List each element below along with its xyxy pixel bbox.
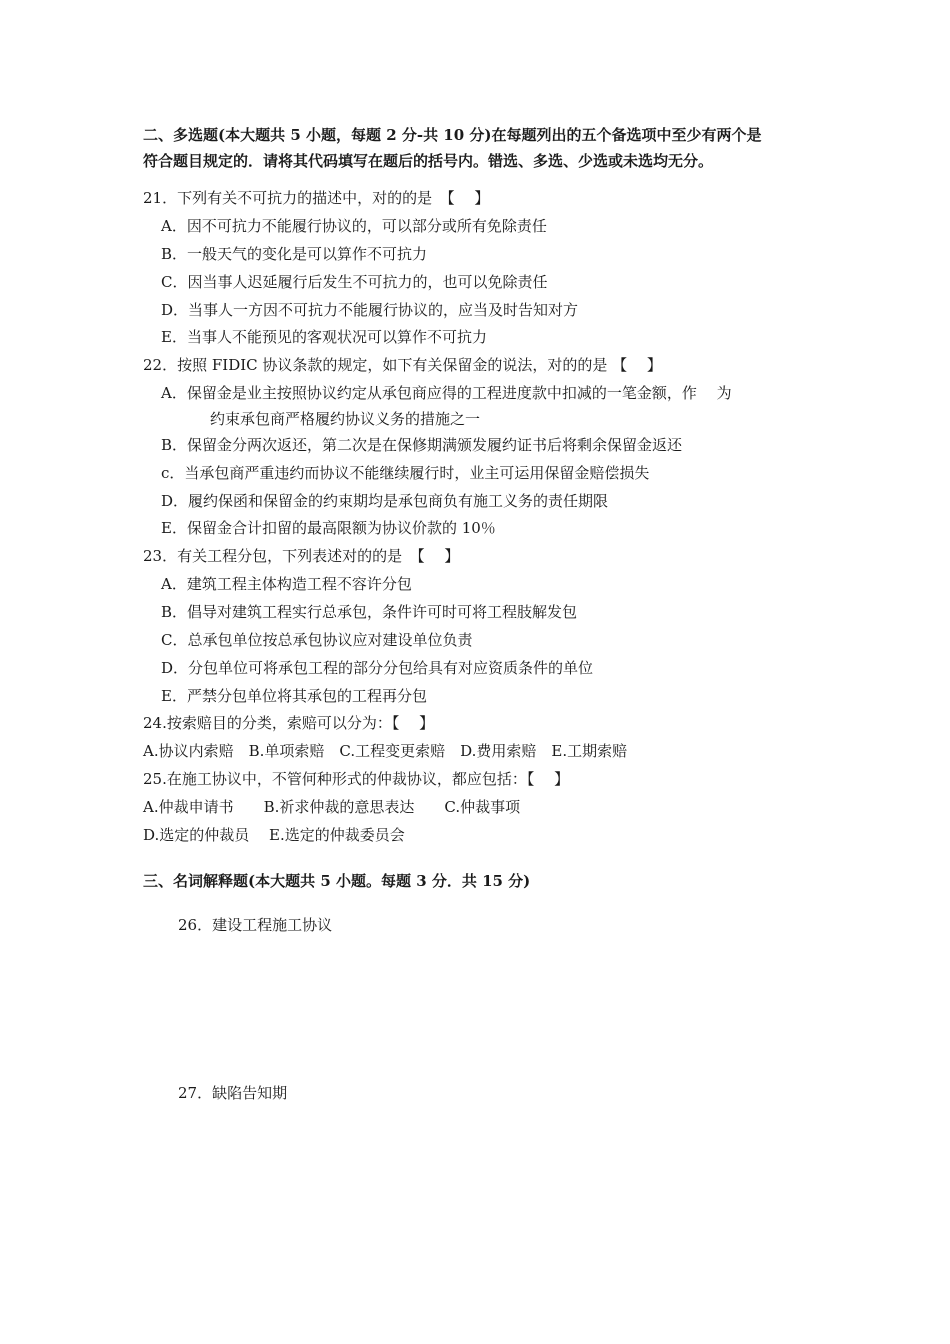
q21-option-a: A．因不可抗力不能履行协议的，可以部分或所有免除责任 — [161, 217, 547, 235]
q23-option-b: B．倡导对建筑工程实行总承包，条件许可时可将工程肢解发包 — [161, 603, 578, 621]
q21-stem: 21．下列有关不可抗力的描述中，对的的是 【 】 — [143, 189, 490, 207]
q21-option-d: D．当事人一方因不可抗力不能履行协议的，应当及时告知对方 — [161, 301, 579, 319]
q23-option-d: D．分包单位可将承包工程的部分分包给具有对应资质条件的单位 — [161, 659, 594, 677]
q22-option-a-line1: A．保留金是业主按照协议约定从承包商应得的工程进度款中扣减的一笔金额，作 为 — [161, 384, 732, 402]
q23-option-e: E．严禁分包单位将其承包的工程再分包 — [161, 687, 427, 705]
q27-term: 27．缺陷告知期 — [178, 1084, 288, 1102]
q25-stem: 25.在施工协议中，不管何种形式的仲裁协议，都应包括：【 】 — [143, 770, 570, 788]
section2-heading-line1: 二、多选题(本大题共 5 小题，每题 2 分-共 10 分)在每题列出的五个备选项中至少有两个是 — [143, 126, 762, 144]
q22-option-e: E．保留金合计扣留的最高限额为协议价款的 10％ — [161, 519, 496, 537]
q22-stem: 22．按照 FIDIC 协议条款的规定，如下有关保留金的说法，对的的是 【 】 — [143, 356, 662, 374]
q22-option-b: B．保留金分两次返还，第二次是在保修期满颁发履约证书后将剩余保留金返还 — [161, 436, 683, 454]
q23-option-a: A．建筑工程主体构造工程不容许分包 — [161, 575, 412, 593]
q24-stem: 24.按索赔目的分类，索赔可以分为：【 】 — [143, 714, 435, 732]
q23-stem: 23．有关工程分包，下列表述对的的是 【 】 — [143, 547, 460, 565]
q21-option-e: E．当事人不能预见的客观状况可以算作不可抗力 — [161, 328, 487, 346]
q23-option-c: C．总承包单位按总承包协议应对建设单位负责 — [161, 631, 473, 649]
section3-heading: 三、名词解释题(本大题共 5 小题。每题 3 分．共 15 分) — [143, 872, 531, 890]
q21-option-c: C．因当事人迟延履行后发生不可抗力的，也可以免除责任 — [161, 273, 548, 291]
q22-option-c: c．当承包商严重违约而协议不能继续履行时，业主可运用保留金赔偿损失 — [161, 464, 650, 482]
q22-option-d: D．履约保函和保留金的约束期均是承包商负有施工义务的责任期限 — [161, 492, 609, 510]
q25-options-line2: D.选定的仲裁员 E.选定的仲裁委员会 — [143, 826, 405, 844]
q24-options: A.协议内索赔 B.单项索赔 C.工程变更索赔 D.费用索赔 E.工期索赔 — [143, 742, 628, 760]
q26-term: 26．建设工程施工协议 — [178, 916, 333, 934]
q25-options-line1: A.仲裁申请书 B.祈求仲裁的意思表达 C.仲裁事项 — [143, 798, 521, 816]
section2-heading-line2: 符合题目规定的．请将其代码填写在题后的括号内。错选、多选、少选或未选均无分。 — [143, 152, 714, 170]
q22-option-a-line2: 约束承包商严格履约协议义务的措施之一 — [210, 410, 481, 428]
q21-option-b: B．一般天气的变化是可以算作不可抗力 — [161, 245, 428, 263]
